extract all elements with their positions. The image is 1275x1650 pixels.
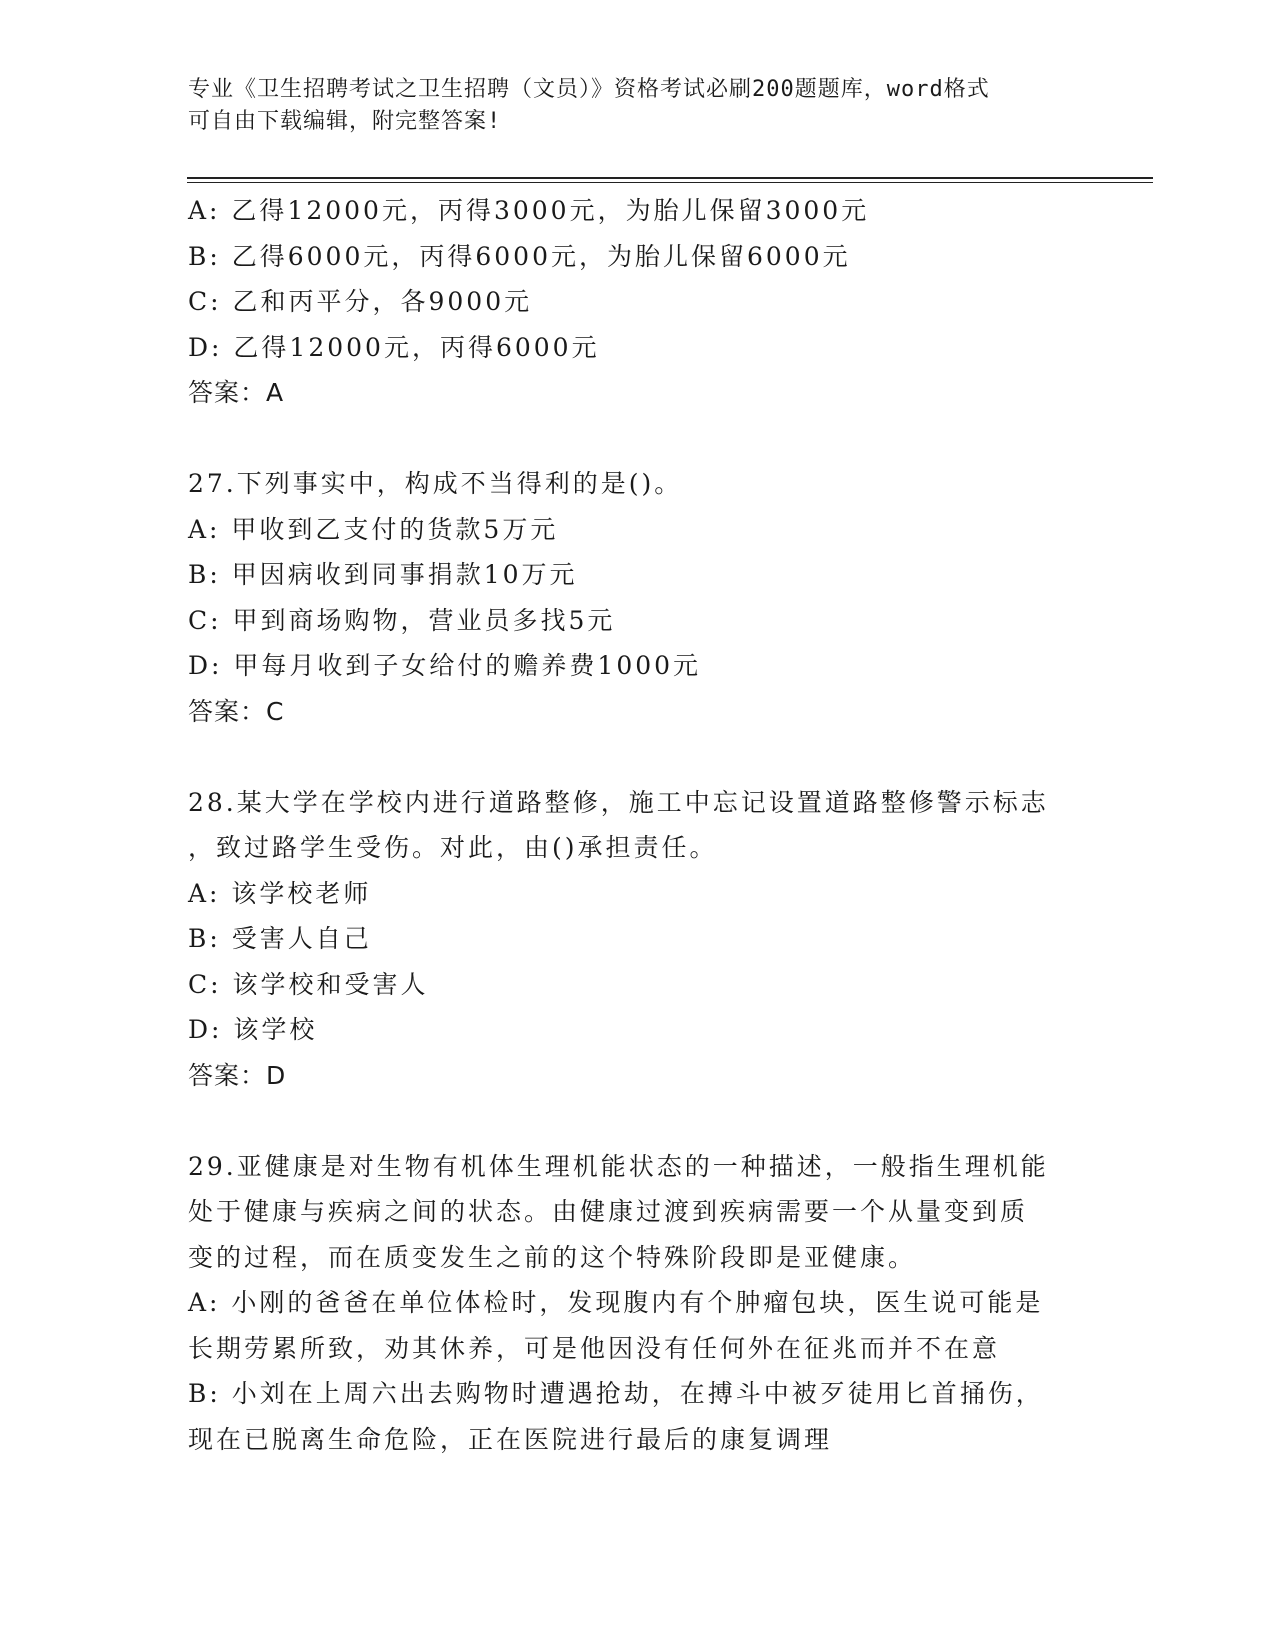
option-b-line-2: 现在已脱离生命危险，正在医院进行最后的康复调理 — [188, 1424, 833, 1454]
question-29 — [188, 1144, 1088, 1463]
option-a-line-1: A: 小刚的爸爸在单位体检时，发现腹内有个肿瘤包块，医生说可能是 — [188, 1288, 1044, 1317]
answer-line: 答案：C — [188, 696, 285, 726]
question-stem-line-3: 变的过程，而在质变发生之前的这个特殊阶段即是亚健康。 — [188, 1242, 917, 1272]
header-line-1: 专业《卫生招聘考试之卫生招聘（文员）》资格考试必刷200题题库，word格式 — [188, 77, 990, 102]
option-d: D: 乙得12000元，丙得6000元 — [188, 332, 600, 362]
option-b: B: 甲因病收到同事捐款10万元 — [188, 560, 578, 589]
option-a: A: 甲收到乙支付的货款5万元 — [188, 514, 559, 544]
question-stem-line-1: 28.某大学在学校内进行道路整修，施工中忘记设置道路整修警示标志 — [188, 787, 1049, 817]
spacer — [188, 734, 1088, 780]
answer-line: 答案：A — [188, 378, 285, 407]
header-divider-thick — [187, 177, 1153, 179]
question-stem-line-2: 处于健康与疾病之间的状态。由健康过渡到疾病需要一个从量变到质 — [188, 1197, 1029, 1226]
question-27 — [188, 461, 1088, 734]
question-stem-line-2: ，致过路学生受伤。对此，由()承担责任。 — [188, 833, 718, 862]
option-c: C: 甲到商场购物，营业员多找5元 — [188, 605, 616, 635]
header-line-2: 可自由下载编辑，附完整答案! — [188, 109, 502, 134]
option-b: B: 受害人自己 — [188, 924, 372, 953]
question-stem: 27.下列事实中，构成不当得利的是()。 — [188, 469, 683, 498]
option-a: A: 乙得12000元，丙得3000元，为胎儿保留3000元 — [188, 196, 870, 225]
question-26-tail — [188, 188, 1088, 416]
option-a: A: 该学校老师 — [188, 878, 372, 908]
option-d: D: 甲每月收到子女给付的赡养费1000元 — [188, 651, 702, 680]
document-header — [188, 74, 1088, 138]
option-c: C: 该学校和受害人 — [188, 969, 429, 999]
option-b-line-1: B: 小刘在上周六出去购物时遭遇抢劫，在搏斗中被歹徒用匕首捅伤， — [188, 1379, 1044, 1408]
answer-line: 答案：D — [188, 1060, 287, 1090]
header-divider-thin — [187, 182, 1153, 183]
spacer — [188, 416, 1088, 462]
option-c: C: 乙和丙平分，各9000元 — [188, 287, 533, 316]
question-content — [188, 188, 1088, 1462]
option-b: B: 乙得6000元，丙得6000元，为胎儿保留6000元 — [188, 241, 851, 271]
option-d: D: 该学校 — [188, 1015, 318, 1044]
spacer — [188, 1098, 1088, 1144]
question-stem-line-1: 29.亚健康是对生物有机体生理机能状态的一种描述，一般指生理机能 — [188, 1151, 1049, 1181]
option-a-line-2: 长期劳累所致，劝其休养，可是他因没有任何外在征兆而并不在意 — [188, 1333, 1001, 1363]
question-28 — [188, 780, 1088, 1099]
